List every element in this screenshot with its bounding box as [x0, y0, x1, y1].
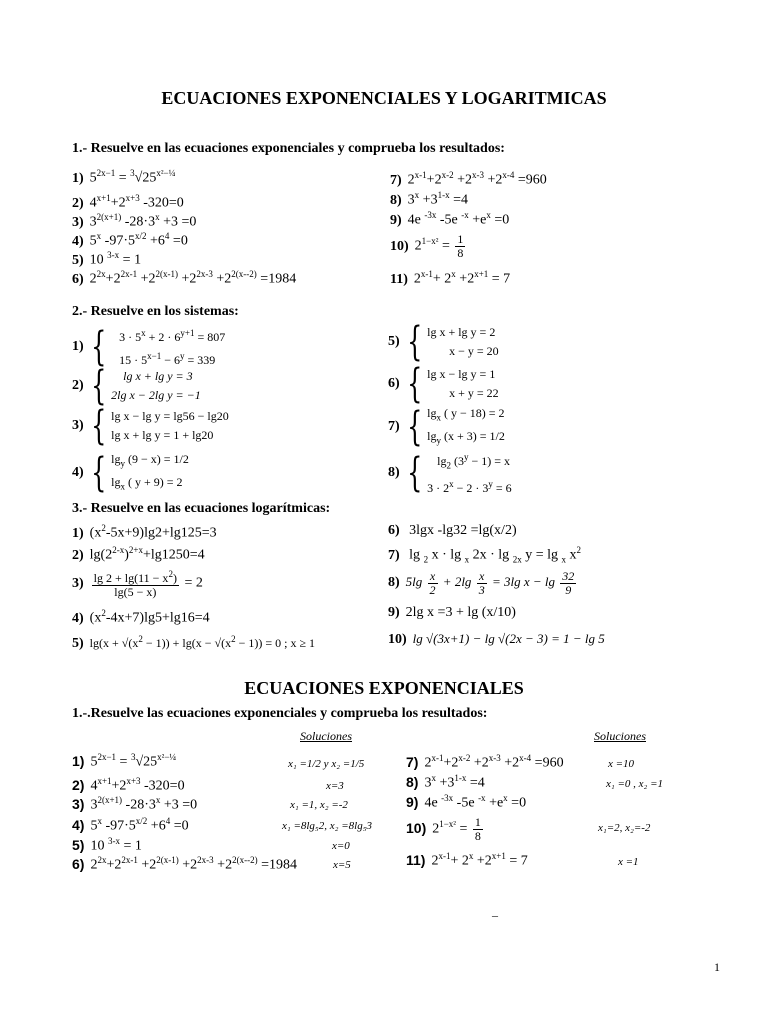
- solutions-label-left: Soluciones: [300, 729, 352, 743]
- s4-eq-11: 11) $2^{x-1}+ 2^x +2^{x+1} = 7$: [406, 851, 528, 869]
- s1-eq-8: 8) $3^x +3^{1-x} =4$: [390, 190, 468, 208]
- s4-eq-3: 3) $3^{2(x+1)}$ $-28\cdot 3^x +3 =0$: [72, 795, 198, 813]
- s1-eq-6: 6) $2^{2x}+2^{2x-1} +2^{2(x-1)} +2^{2x-3} +2^{2(x--2)} =1984$: [72, 269, 297, 287]
- s3-eq-2: 2) $\lg(2^{2-x})^{2+x}+\lg 1250=4$: [72, 545, 205, 563]
- s3-eq-3: 3) $\frac{\lg 2 + \lg(11 - x^2)}{\lg(5 - x)}$ = 2: [72, 569, 203, 599]
- s2-system-8: 8) { $\lg_2 (3^y - 1) = x$ $3 \cdot 2^x - 2 \cdot 3^y = 6$: [388, 450, 512, 497]
- section4-heading: 1.-.Resuelve las ecuaciones exponenciales y comprueba los resultados:: [72, 706, 488, 721]
- s4-sol-6: x=5: [333, 859, 351, 871]
- s2-system-5: 5) { lg x + lg y = 2 x − y = 20: [388, 319, 499, 365]
- s2-system-6: 6) { lg x − lg y = 1 x + y = 22: [388, 361, 499, 407]
- footer-dash: –: [492, 908, 498, 922]
- s4-sol-2: x=3: [326, 780, 344, 792]
- s4-eq-5: 5) 10 $^{3-x}$ = 1: [72, 836, 142, 854]
- s1-eq-1: 1) $5^{2x-1} = ^3√25^{x^2-\frac{1}{4}}$: [72, 168, 176, 186]
- main-title: ECUACIONES EXPONENCIALES Y LOGARITMICAS: [161, 88, 607, 108]
- s4-sol-7: x =10: [608, 758, 635, 770]
- s3-eq-5: 5) $\lg(x + √(x^2 - 1)) + \lg(x - √(x^2 - 1)) = 0$ ; x ≥ 1: [72, 634, 316, 651]
- s4-eq-9: 9) 4e $^{-3x}$ -5e $^{-x} +e^x =0$: [406, 793, 527, 811]
- section1-heading: 1.- Resuelve en las ecuaciones exponenciales y comprueba los resultados:: [72, 141, 505, 156]
- s2-system-2: 2) { lg x + lg y = 3 2lg x − 2lg y = −1: [72, 363, 201, 409]
- s4-sol-8: x₁ =0 , x₂ =1: [606, 778, 664, 790]
- s3-eq-4: 4) $(x^2-4x+7)\lg 5+\lg 16=4$: [72, 608, 210, 626]
- s1-eq-10: 10) $2^{1-x^2}$ = $\frac{1}{8}$: [390, 232, 464, 260]
- s1-eq-3: 3) $3^{2(x+1)}$ $-28\cdot 3^x +3 =0$: [72, 212, 197, 230]
- s2-system-4: 4) { $\lg_y (9 - x) = 1/2$ $\lg_x$ ( y + 9) = 2: [72, 450, 189, 497]
- s4-sol-4: x₁ =8lg₅2, x₂ =8lg₅3: [282, 820, 373, 832]
- s3-eq-10: 10) lg √(3x+1) − lg √(2x − 3) = 1 − lg 5: [388, 631, 605, 647]
- s4-eq-2: 2) $4^{x+1}+2^{x+3}$ -320=0: [72, 776, 185, 794]
- s4-eq-4: 4) 5$^x$ $-97\cdot 5^{x/2} +6^4 =0$: [72, 816, 189, 834]
- s4-sol-1: x₁ =1/2 y x₂ =1/5: [288, 758, 365, 770]
- second-title: ECUACIONES EXPONENCIALES: [244, 678, 524, 698]
- s1-eq-5: 5) 10 $^{3-x}$ = 1: [72, 250, 142, 268]
- s2-system-7: 7) { $\lg_x$ ( y − 18) = 2 $\lg_y (x + 3) = 1/2$: [388, 404, 505, 451]
- s3-eq-6: 6) 3lgx -lg32 =lg(x/2): [388, 523, 517, 538]
- s3-eq-1: 1) $(x^2-5x+9)\lg 2+\lg 125=3$: [72, 523, 217, 541]
- s4-eq-10: 10) $2^{1-x^2}$ = $\frac{1}{8}$: [406, 815, 481, 843]
- s1-eq-9: 9) 4e $^{-3x}$ -5e $^{-x} +e^x =0$: [390, 210, 510, 228]
- s1-eq-7: 7) $2^{x-1}+2^{x-2} +2^{x-3} +2^{x-4} =960$: [390, 170, 547, 188]
- s3-eq-7: 7) lg $_2$ x · lg $_x$ 2x · lg $_{2x}$ y = lg $_x$ $x^2$: [388, 545, 581, 565]
- section2-heading: 2.- Resuelve en los sistemas:: [72, 304, 239, 319]
- solutions-label-right: Soluciones: [594, 729, 646, 743]
- s4-eq-1: 1) $5^{2x-1} = ^3√25^{x^2-\frac{1}{4}}$: [72, 752, 177, 770]
- page-number: 1: [714, 960, 720, 974]
- s4-sol-11: x =1: [618, 856, 639, 868]
- s1-eq-11: 11) $2^{x-1}+ 2^x +2^{x+1} = 7$: [390, 269, 511, 287]
- s1-eq-4: 4) 5$^x$ $-97\cdot 5^{x/2} +6^4 =0$: [72, 231, 188, 249]
- s4-sol-10: x₁=2, x₂=-2: [598, 822, 651, 834]
- s2-system-1: 1) { $3 \cdot 5^x + 2 \cdot 6^{y+1} = 807$ $15 \cdot 5^{x-1} - 6^y = 339$: [72, 324, 226, 370]
- s3-eq-8: 8) 5lg $\frac{x}{2}$ + 2lg $\frac{x}{3}$ = 3lg x − lg $\frac{32}{9}$: [388, 569, 575, 597]
- s2-system-3: 3) { lg x − lg y = lg56 − lg20 lg x + lg y = 1 + lg20: [72, 403, 229, 449]
- s3-eq-9: 9) 2lg x =3 + lg (x/10): [388, 605, 516, 620]
- s4-eq-7: 7) $2^{x-1}+2^{x-2} +2^{x-3} +2^{x-4} =960$: [406, 753, 564, 771]
- s4-sol-5: x=0: [332, 840, 350, 852]
- s4-eq-6: 6) $2^{2x}+2^{2x-1} +2^{2(x-1)} +2^{2x-3} +2^{2(x--2)} =1984$: [72, 855, 297, 873]
- s1-eq-2: 2) $4^{x+1}+2^{x+3}$ -320=0: [72, 193, 184, 211]
- s4-eq-8: 8) $3^x +3^{1-x} =4$: [406, 773, 485, 791]
- s4-sol-3: x₁ =1, x₂ =-2: [290, 799, 348, 811]
- section3-heading: 3.- Resuelve en las ecuaciones logarítmicas:: [72, 501, 331, 516]
